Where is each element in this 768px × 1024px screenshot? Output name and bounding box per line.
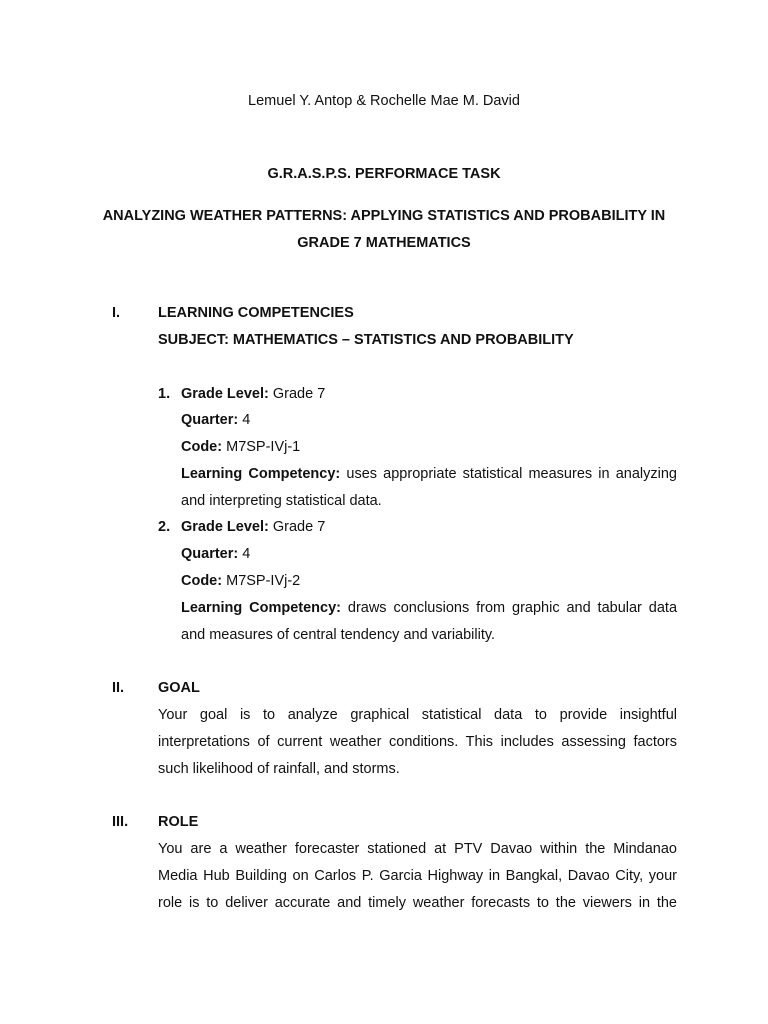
item-1-quarter xyxy=(181,412,250,428)
section-1-heading: LEARNING COMPETENCIES xyxy=(158,305,354,321)
item-2-code xyxy=(181,573,300,589)
competency-line-2: and measures of central tendency and variability. xyxy=(181,627,496,643)
paragraph-line: such likelihood of rainfall, and storms. xyxy=(158,761,400,777)
paragraph-line: interpretations of current weather conditions. This includes assessing factors xyxy=(158,734,677,750)
paragraph-line: Your goal is to analyze graphical statistical data to provide insightful xyxy=(158,707,677,723)
authors-line: Lemuel Y. Antop & Rochelle Mae M. David xyxy=(248,93,520,109)
document-title-line-1: ANALYZING WEATHER PATTERNS: APPLYING STATISTICS AND PROBABILITY IN xyxy=(102,208,666,224)
task-title: G.R.A.S.P.S. PERFORMACE TASK xyxy=(267,166,501,182)
role-paragraph xyxy=(158,836,677,917)
section-1-subheading: SUBJECT: MATHEMATICS – STATISTICS AND PROBABILITY xyxy=(158,332,574,348)
competency-text: draws conclusions from graphic and tabular data xyxy=(340,600,678,616)
section-2-heading: GOAL xyxy=(158,680,200,696)
code-label: Code: xyxy=(181,439,223,455)
section-1-numeral: I. xyxy=(112,305,121,321)
grade-level-value: Grade 7 xyxy=(268,519,326,535)
grade-level-value: Grade 7 xyxy=(268,386,326,402)
item-2-number: 2. xyxy=(158,519,171,535)
code-value: M7SP-IVj-2 xyxy=(222,573,301,589)
quarter-value: 4 xyxy=(238,546,251,562)
code-label: Code: xyxy=(181,573,223,589)
grade-level-label: Grade Level: xyxy=(181,386,269,402)
competency-label: Learning Competency: xyxy=(181,600,341,616)
paragraph-line: You are a weather forecaster stationed at PTV Davao within the Mindanao xyxy=(158,841,677,857)
paragraph-line: role is to deliver accurate and timely weather forecasts to the viewers in the xyxy=(158,895,677,911)
item-2-grade-level xyxy=(181,519,325,535)
section-3-numeral: III. xyxy=(112,814,129,830)
quarter-value: 4 xyxy=(238,412,251,428)
item-1-number: 1. xyxy=(158,386,171,402)
code-value: M7SP-IVj-1 xyxy=(222,439,301,455)
item-2-competency xyxy=(181,595,677,649)
paragraph-line: Media Hub Building on Carlos P. Garcia Highway in Bangkal, Davao City, your xyxy=(158,868,677,884)
competency-line-1 xyxy=(181,595,677,622)
competency-label: Learning Competency: xyxy=(181,466,341,482)
competency-line-1 xyxy=(181,461,677,488)
item-2-quarter xyxy=(181,546,250,562)
item-1-competency xyxy=(181,461,677,515)
quarter-label: Quarter: xyxy=(181,412,239,428)
document-title-line-2: GRADE 7 MATHEMATICS xyxy=(297,235,471,251)
quarter-label: Quarter: xyxy=(181,546,239,562)
competency-line-2: and interpreting statistical data. xyxy=(181,493,382,509)
goal-paragraph xyxy=(158,702,677,783)
competency-text: uses appropriate statistical measures in analyzing xyxy=(340,466,677,482)
item-1-code xyxy=(181,439,300,455)
section-3-heading: ROLE xyxy=(158,814,199,830)
grade-level-label: Grade Level: xyxy=(181,519,269,535)
document-title xyxy=(84,203,684,257)
item-1-grade-level xyxy=(181,386,325,402)
section-2-numeral: II. xyxy=(112,680,125,696)
